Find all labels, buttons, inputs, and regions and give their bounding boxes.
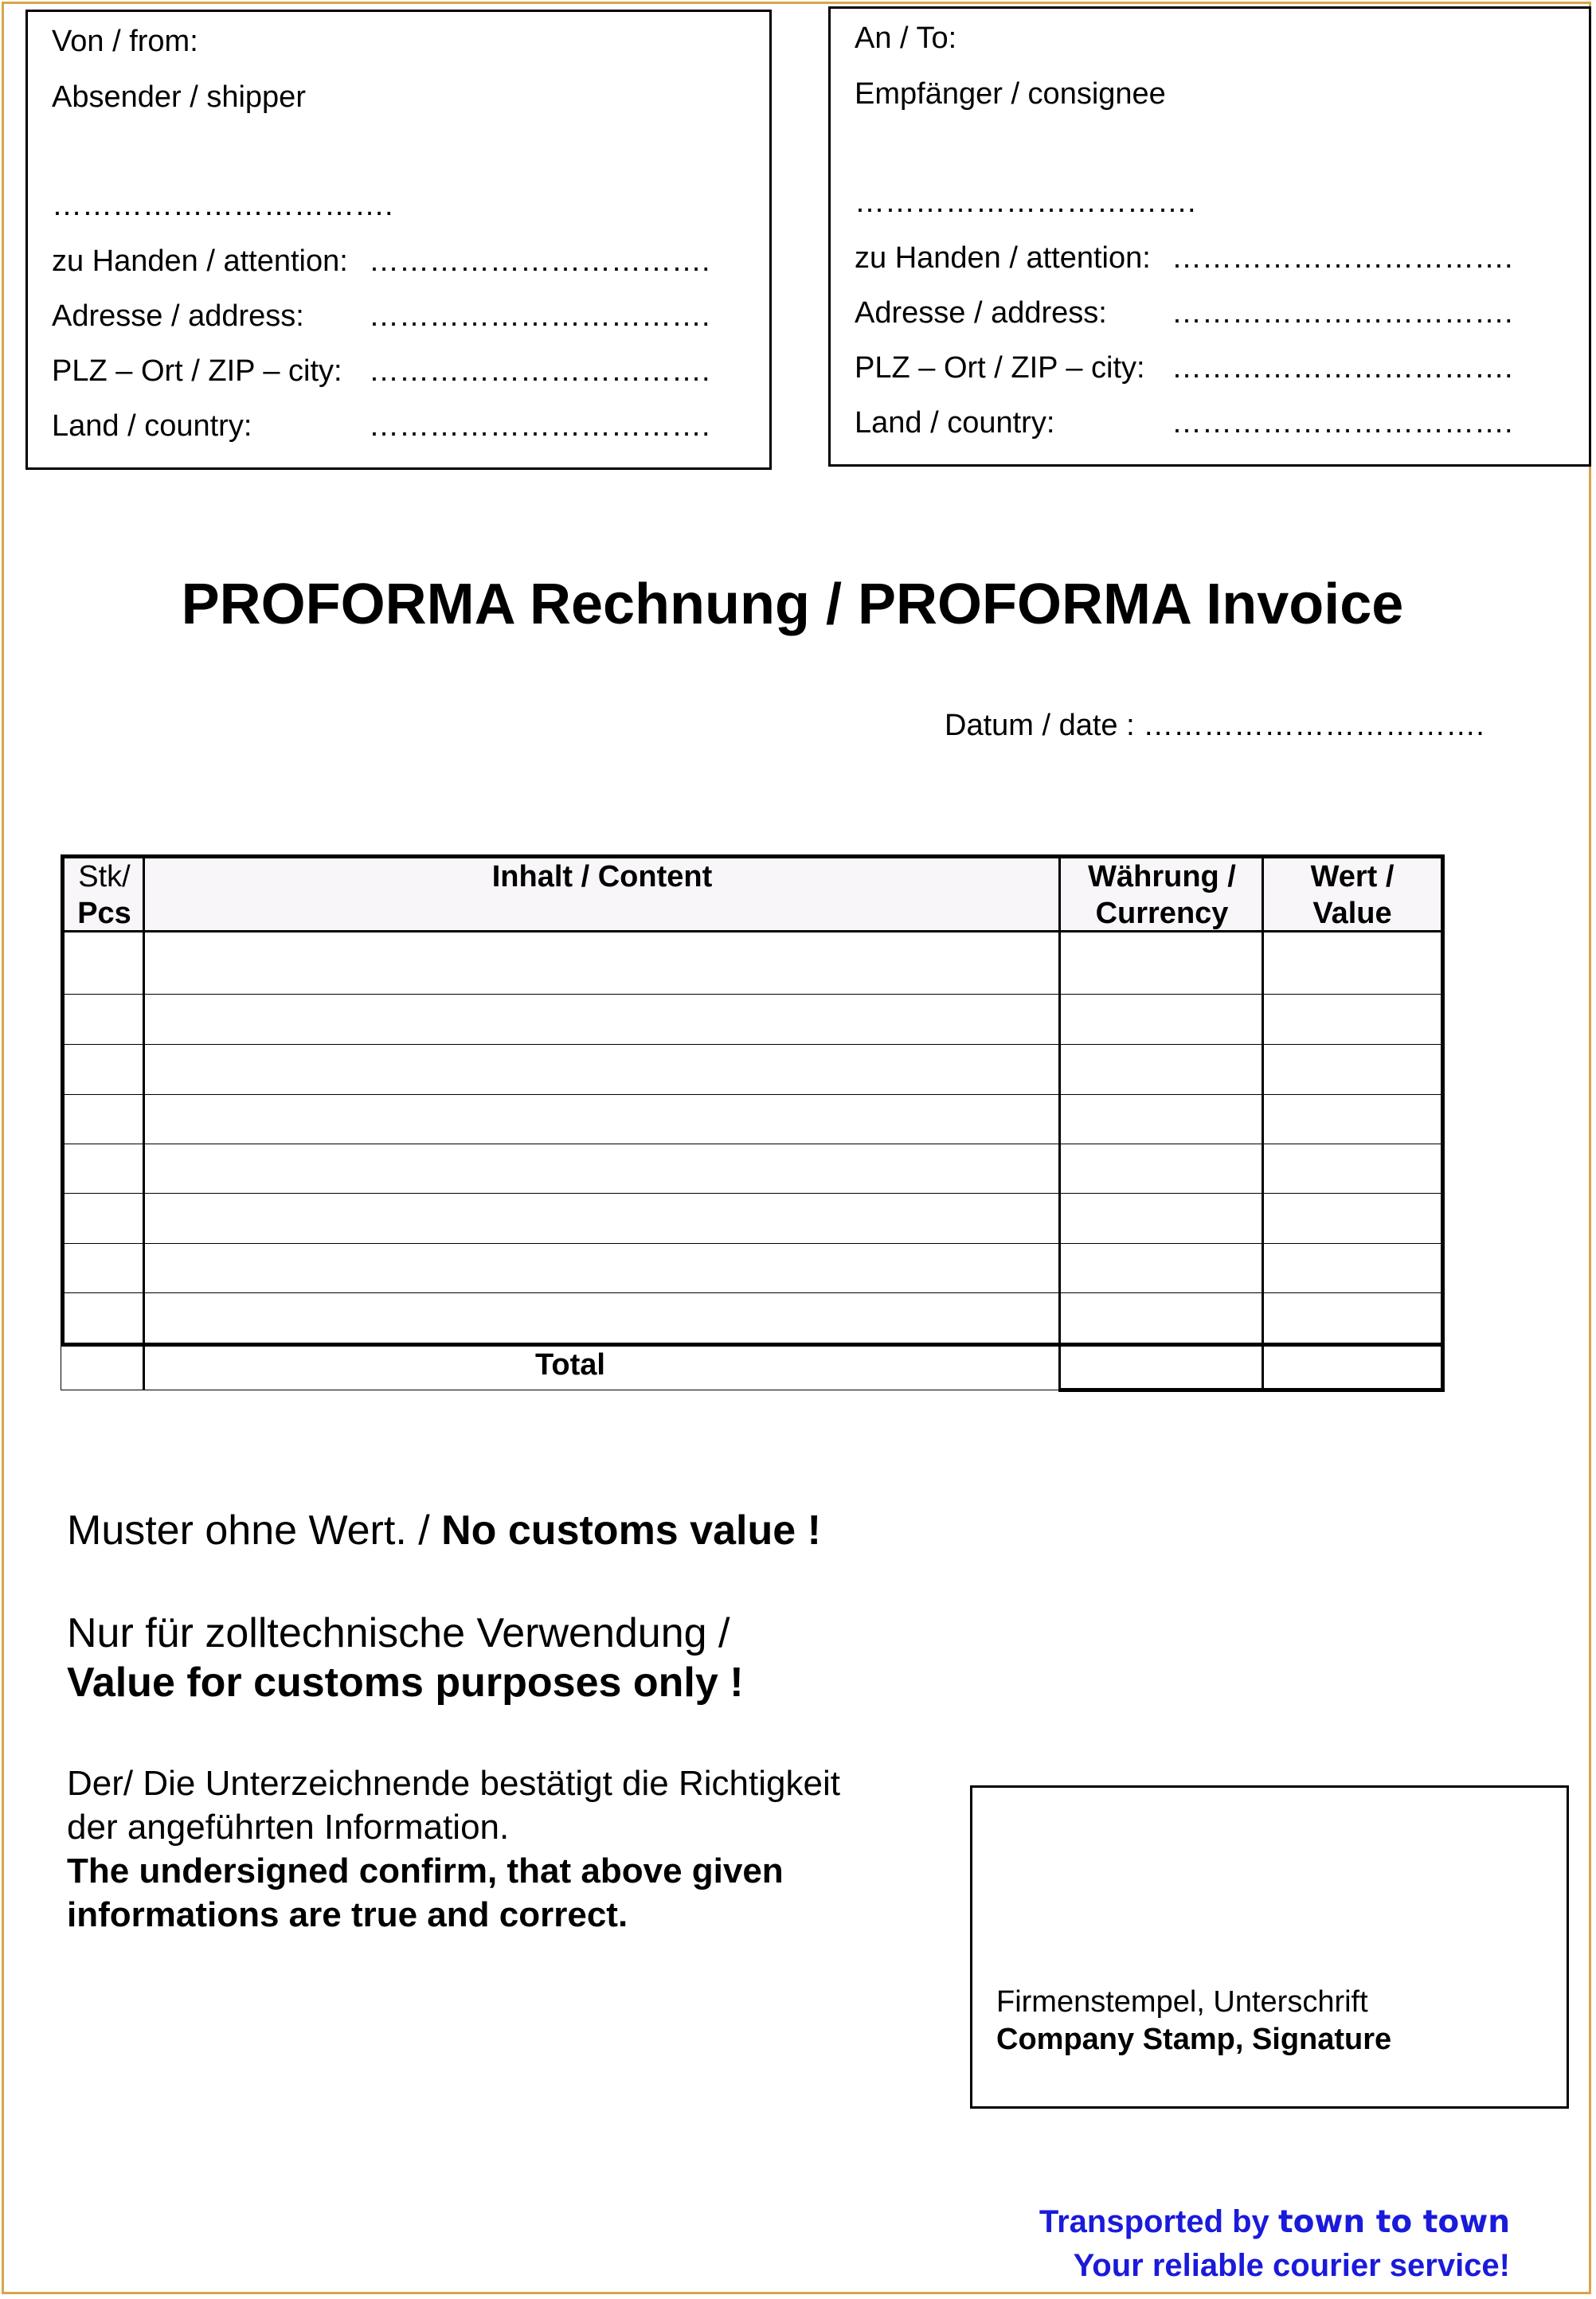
sample-notice-en: No customs value ! bbox=[441, 1507, 821, 1554]
confirm-de-line2: der angeführten Information. bbox=[67, 1808, 510, 1847]
sample-notice bbox=[67, 1507, 821, 1554]
confirm-en-line1: The undersigned confirm, that above given bbox=[67, 1851, 784, 1890]
shipper-address-box bbox=[25, 10, 772, 470]
col-sep-content bbox=[1058, 854, 1061, 1390]
total-row-bottom-thick bbox=[1058, 1388, 1445, 1392]
invoice-title: PROFORMA Rechnung / PROFORMA Invoice bbox=[181, 573, 1404, 636]
consignee-city-field[interactable]: ……………………………. bbox=[1172, 351, 1513, 385]
stamp-signature-box[interactable] bbox=[970, 1785, 1569, 2109]
consignee-country-field[interactable]: ……………………………. bbox=[1172, 406, 1513, 440]
row-line bbox=[61, 1292, 1445, 1293]
header-currency-line1: Währung / bbox=[1088, 860, 1236, 893]
stamp-label-de: Firmenstempel, Unterschrift bbox=[996, 1985, 1368, 2019]
header-pcs-line1: Stk/ bbox=[78, 860, 131, 893]
header-value-line1: Wert / bbox=[1310, 860, 1395, 893]
customs-notice-en: Value for customs purposes only ! bbox=[67, 1660, 744, 1706]
date-line bbox=[945, 709, 1485, 743]
shipper-city-field[interactable]: ……………………………. bbox=[369, 354, 710, 388]
col-sep-currency bbox=[1262, 854, 1264, 1390]
footer-tagline: Your reliable courier service! bbox=[1073, 2248, 1510, 2283]
header-value-line2: Value bbox=[1312, 897, 1392, 930]
row-line bbox=[61, 994, 1445, 995]
header-pcs bbox=[64, 858, 145, 932]
customs-notice-de: Nur für zolltechnische Verwendung / bbox=[67, 1610, 730, 1656]
from-label: Von / from: bbox=[52, 25, 198, 58]
items-table bbox=[61, 854, 1445, 1390]
sample-notice-de: Muster ohne Wert. / bbox=[67, 1507, 430, 1554]
consignee-address-field[interactable]: ……………………………. bbox=[1172, 296, 1513, 330]
table-body-bottom-border bbox=[61, 1343, 1445, 1347]
shipper-address-label: Adresse / address: bbox=[52, 299, 304, 333]
footer-prefix: Transported by bbox=[1039, 2204, 1269, 2239]
consignee-attention-label: zu Handen / attention: bbox=[855, 241, 1151, 275]
header-currency bbox=[1061, 858, 1263, 932]
date-label: Datum / date : bbox=[945, 709, 1135, 742]
consignee-name-field[interactable]: ……………………………. bbox=[855, 186, 1196, 219]
consignee-attention-field[interactable]: ……………………………. bbox=[1172, 241, 1513, 275]
footer-brand: town to town bbox=[1277, 2204, 1510, 2240]
shipper-name-field[interactable]: ……………………………. bbox=[52, 189, 393, 222]
consignee-city-label: PLZ – Ort / ZIP – city: bbox=[855, 351, 1145, 385]
confirm-en-line2: informations are true and correct. bbox=[67, 1895, 628, 1934]
consignee-address-box bbox=[828, 6, 1591, 467]
consignee-label: Empfänger / consignee bbox=[855, 77, 1166, 111]
to-label: An / To: bbox=[855, 22, 957, 55]
row-line bbox=[61, 1243, 1445, 1244]
footer-line1 bbox=[1039, 2204, 1510, 2240]
shipper-country-field[interactable]: ……………………………. bbox=[369, 409, 710, 443]
shipper-country-label: Land / country: bbox=[52, 409, 252, 443]
header-currency-line2: Currency bbox=[1095, 897, 1229, 930]
total-label: Total bbox=[535, 1348, 605, 1382]
header-pcs-line2: Pcs bbox=[77, 897, 131, 930]
shipper-city-label: PLZ – Ort / ZIP – city: bbox=[52, 354, 342, 388]
consignee-country-label: Land / country: bbox=[855, 406, 1055, 440]
shipper-label: Absender / shipper bbox=[52, 80, 306, 114]
header-content: Inhalt / Content bbox=[491, 860, 713, 893]
header-value bbox=[1264, 858, 1441, 932]
col-sep-pcs bbox=[143, 854, 145, 1390]
shipper-attention-label: zu Handen / attention: bbox=[52, 244, 348, 278]
row-line bbox=[61, 1044, 1445, 1045]
shipper-address-field[interactable]: ……………………………. bbox=[369, 299, 710, 333]
row-line bbox=[61, 1193, 1445, 1194]
stamp-label-en: Company Stamp, Signature bbox=[996, 2023, 1392, 2056]
date-field[interactable]: ……………………………. bbox=[1143, 709, 1485, 742]
table-right-border bbox=[1441, 854, 1445, 1390]
row-line bbox=[61, 1094, 1445, 1095]
consignee-address-label: Adresse / address: bbox=[855, 296, 1107, 330]
confirm-de-line1: Der/ Die Unterzeichnende bestätigt die Richtigkeit bbox=[67, 1764, 840, 1803]
shipper-attention-field[interactable]: ……………………………. bbox=[369, 244, 710, 278]
